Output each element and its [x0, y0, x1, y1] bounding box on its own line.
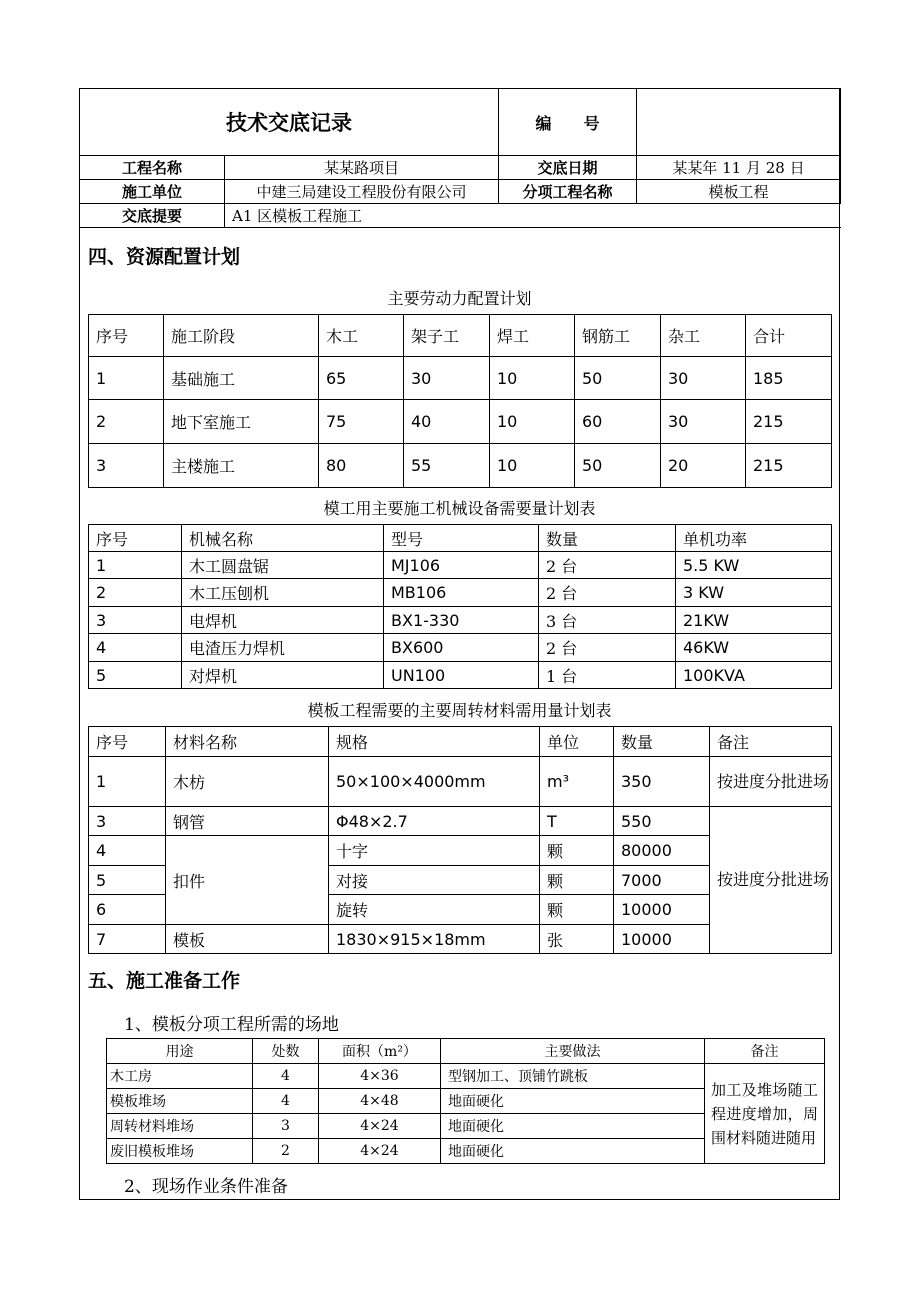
- project-name-label: 工程名称: [80, 156, 225, 180]
- table-cell: 7000: [614, 866, 710, 895]
- table-cell: m³: [540, 757, 614, 807]
- materials-col-no: 序号: [89, 727, 166, 757]
- table-cell: 4×24: [319, 1114, 441, 1139]
- table-cell: 75: [319, 400, 404, 444]
- labor-col-no: 序号: [89, 315, 164, 357]
- table-cell: 2 台: [539, 634, 676, 662]
- table-cell: 4×36: [319, 1064, 441, 1089]
- table-cell: 2: [89, 400, 164, 444]
- table-cell: 50: [575, 444, 661, 488]
- machinery-col-power: 单机功率: [676, 525, 832, 552]
- table-cell: 3: [89, 444, 164, 488]
- table-cell: 3: [89, 807, 166, 836]
- table-cell: 旋转: [329, 895, 540, 925]
- table-cell: 10000: [614, 895, 710, 925]
- table-cell: 3 KW: [676, 579, 832, 607]
- table-cell: 55: [404, 444, 490, 488]
- table-cell: 1830×915×18mm: [329, 925, 540, 954]
- table-cell: 废旧模板堆场: [107, 1139, 253, 1164]
- table-cell: 地下室施工: [164, 400, 319, 444]
- table-cell: 十字: [329, 836, 540, 866]
- table-row: [89, 634, 832, 662]
- site-col-count: 处数: [253, 1039, 319, 1064]
- labor-col-total: 合计: [746, 315, 832, 357]
- table-cell: 周转材料堆场: [107, 1114, 253, 1139]
- table-cell: 46KW: [676, 634, 832, 662]
- site-col-use: 用途: [107, 1039, 253, 1064]
- table-cell: 模板堆场: [107, 1089, 253, 1114]
- table-cell: 50: [575, 357, 661, 400]
- table-cell: 木枋: [166, 757, 329, 807]
- section5-heading: 五、施工准备工作: [88, 970, 241, 992]
- table-cell: 地面硬化: [441, 1114, 705, 1139]
- table-cell: 对焊机: [182, 662, 384, 689]
- table-row: [89, 552, 832, 579]
- summary-value: A1 区模板工程施工: [225, 204, 841, 228]
- table-row: [89, 662, 832, 689]
- table-row: [89, 357, 832, 400]
- table-cell: 80000: [614, 836, 710, 866]
- table-cell: 地面硬化: [441, 1089, 705, 1114]
- table-cell: T: [540, 807, 614, 836]
- date-label: 交底日期: [499, 156, 637, 180]
- machinery-caption: 模工用主要施工机械设备需要量计划表: [323, 499, 596, 518]
- table-cell: 1 台: [539, 662, 676, 689]
- table-cell: 4×24: [319, 1139, 441, 1164]
- table-cell: 40: [404, 400, 490, 444]
- section5-item2: 2、现场作业条件准备: [124, 1177, 288, 1197]
- materials-col-unit: 单位: [540, 727, 614, 757]
- materials-col-name: 材料名称: [166, 727, 329, 757]
- table-cell: 4: [253, 1089, 319, 1114]
- table-cell: 50×100×4000mm: [329, 757, 540, 807]
- section5-item1: 1、模板分项工程所需的场地: [124, 1015, 339, 1035]
- table-cell: 2: [89, 579, 182, 607]
- table-row: [107, 1064, 825, 1089]
- materials-col-spec: 规格: [329, 727, 540, 757]
- table-cell: 1: [89, 757, 166, 807]
- labor-col-rebar: 钢筋工: [575, 315, 661, 357]
- table-cell: 185: [746, 357, 832, 400]
- table-cell: 1: [89, 357, 164, 400]
- table-cell: 215: [746, 400, 832, 444]
- table-cell: UN100: [384, 662, 539, 689]
- table-cell: 木工房: [107, 1064, 253, 1089]
- site-table: [106, 1038, 825, 1164]
- table-cell: 65: [319, 357, 404, 400]
- table-cell: 张: [540, 925, 614, 954]
- table-cell: 6: [89, 895, 166, 925]
- subproject-value: 模板工程: [637, 180, 841, 204]
- site-note-cell: 加工及堆场随工程进度增加，周围材料随进随用: [705, 1064, 825, 1164]
- table-cell: 10: [490, 444, 575, 488]
- table-cell: 1: [89, 552, 182, 579]
- table-cell: 3: [253, 1114, 319, 1139]
- table-cell: 550: [614, 807, 710, 836]
- date-value: 某某年 11 月 28 日: [637, 156, 841, 180]
- materials-table: [88, 726, 832, 954]
- labor-col-scaffolder: 架子工: [404, 315, 490, 357]
- table-cell: 2 台: [539, 579, 676, 607]
- subproject-label: 分项工程名称: [499, 180, 637, 204]
- table-cell: 30: [661, 357, 746, 400]
- table-cell: 100KVA: [676, 662, 832, 689]
- summary-label: 交底提要: [80, 204, 225, 228]
- table-cell: 2: [253, 1139, 319, 1164]
- table-cell: 30: [661, 400, 746, 444]
- site-col-method: 主要做法: [441, 1039, 705, 1064]
- table-cell: BX1-330: [384, 607, 539, 634]
- labor-caption: 主要劳动力配置计划: [387, 289, 532, 308]
- section4-heading: 四、资源配置计划: [88, 246, 241, 268]
- table-cell: 80: [319, 444, 404, 488]
- table-cell: 模板: [166, 925, 329, 954]
- table-cell: 主楼施工: [164, 444, 319, 488]
- table-cell: 7: [89, 925, 166, 954]
- table-cell: 型钢加工、顶铺竹跳板: [441, 1064, 705, 1089]
- table-cell: 木工圆盘锯: [182, 552, 384, 579]
- table-cell: 钢管: [166, 807, 329, 836]
- project-name-value: 某某路项目: [225, 156, 499, 180]
- table-row: [89, 579, 832, 607]
- table-row: [89, 444, 832, 488]
- document-title: 技术交底记录: [80, 89, 499, 156]
- fastener-name-cell: 扣件: [166, 836, 329, 925]
- table-cell: 60: [575, 400, 661, 444]
- table-cell: MB106: [384, 579, 539, 607]
- site-col-note: 备注: [705, 1039, 825, 1064]
- machinery-col-name: 机械名称: [182, 525, 384, 552]
- table-cell: 电焊机: [182, 607, 384, 634]
- machinery-col-qty: 数量: [539, 525, 676, 552]
- number-value: [637, 89, 841, 156]
- table-cell: 地面硬化: [441, 1139, 705, 1164]
- table-cell: 电渣压力焊机: [182, 634, 384, 662]
- unit-label: 施工单位: [80, 180, 225, 204]
- materials-col-note: 备注: [710, 727, 832, 757]
- table-cell: 颗: [540, 836, 614, 866]
- table-row: [89, 607, 832, 634]
- table-cell: 按进度分批进场: [710, 757, 832, 807]
- table-cell: 20: [661, 444, 746, 488]
- table-cell: 颗: [540, 895, 614, 925]
- table-cell: 350: [614, 757, 710, 807]
- labor-col-laborer: 杂工: [661, 315, 746, 357]
- merged-note-cell: 按进度分批进场: [710, 807, 832, 954]
- table-cell: 5: [89, 866, 166, 895]
- unit-value: 中建三局建设工程股份有限公司: [225, 180, 499, 204]
- table-cell: 3: [89, 607, 182, 634]
- machinery-col-no: 序号: [89, 525, 182, 552]
- table-cell: 10000: [614, 925, 710, 954]
- table-cell: BX600: [384, 634, 539, 662]
- labor-col-carpenter: 木工: [319, 315, 404, 357]
- table-cell: 10: [490, 400, 575, 444]
- number-label: 编 号: [499, 89, 637, 156]
- table-row: [89, 757, 832, 807]
- table-cell: 4: [89, 836, 166, 866]
- table-row: [89, 400, 832, 444]
- table-cell: 木工压刨机: [182, 579, 384, 607]
- materials-col-qty: 数量: [614, 727, 710, 757]
- labor-col-welder: 焊工: [490, 315, 575, 357]
- labor-col-stage: 施工阶段: [164, 315, 319, 357]
- table-cell: 10: [490, 357, 575, 400]
- labor-table: [88, 314, 832, 488]
- table-cell: 颗: [540, 866, 614, 895]
- table-cell: 215: [746, 444, 832, 488]
- table-row: [89, 807, 832, 836]
- machinery-table: [88, 524, 832, 689]
- table-cell: 4: [253, 1064, 319, 1089]
- header-table: [79, 88, 841, 228]
- table-cell: 对接: [329, 866, 540, 895]
- table-cell: 5.5 KW: [676, 552, 832, 579]
- table-cell: 5: [89, 662, 182, 689]
- table-cell: 30: [404, 357, 490, 400]
- table-cell: 4×48: [319, 1089, 441, 1114]
- site-col-area: 面积（m²）: [319, 1039, 441, 1064]
- table-cell: 21KW: [676, 607, 832, 634]
- table-cell: 2 台: [539, 552, 676, 579]
- table-cell: Φ48×2.7: [329, 807, 540, 836]
- table-cell: MJ106: [384, 552, 539, 579]
- materials-caption: 模板工程需要的主要周转材料需用量计划表: [307, 701, 612, 720]
- table-cell: 4: [89, 634, 182, 662]
- table-cell: 基础施工: [164, 357, 319, 400]
- machinery-col-model: 型号: [384, 525, 539, 552]
- table-cell: 3 台: [539, 607, 676, 634]
